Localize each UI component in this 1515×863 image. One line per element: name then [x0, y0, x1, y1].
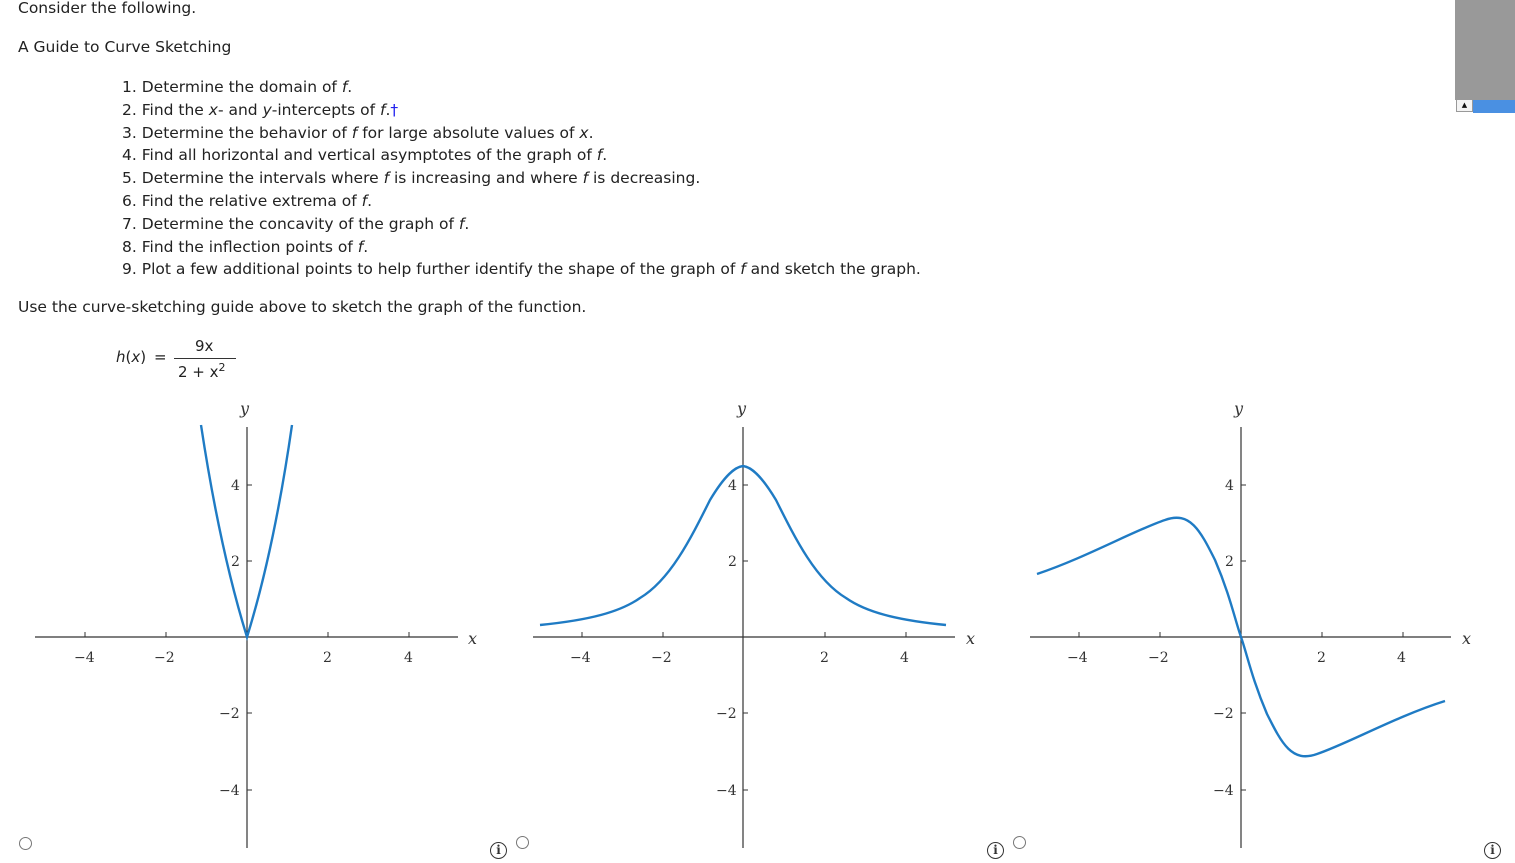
svg-text:x: x	[468, 629, 478, 648]
svg-text:−2: −2	[154, 650, 175, 666]
svg-text:2: 2	[820, 650, 829, 666]
svg-text:y: y	[737, 400, 747, 418]
svg-text:−4: −4	[570, 650, 591, 666]
svg-text:−2: −2	[1213, 706, 1234, 722]
svg-text:−4: −4	[74, 650, 95, 666]
svg-text:4: 4	[231, 478, 240, 494]
svg-text:4: 4	[900, 650, 909, 666]
graph-c-svg	[1025, 400, 1485, 860]
info-icon[interactable]: i	[490, 842, 507, 859]
svg-text:y: y	[1234, 400, 1244, 418]
scroll-up-button[interactable]: ▲	[1456, 99, 1473, 112]
svg-text:2: 2	[231, 554, 240, 570]
guide-step: 5. Determine the intervals where f is increasing and where f is decreasing.	[122, 169, 701, 188]
fraction-bar	[174, 358, 236, 359]
guide-step: 1. Determine the domain of f.	[122, 78, 353, 96]
svg-text:−2: −2	[1148, 650, 1169, 666]
guide-step: 8. Find the inflection points of f.	[122, 237, 369, 256]
guide-step: 2. Find the x- and y-intercepts of f.†	[122, 100, 399, 119]
guide-step: 9. Plot a few additional points to help further identify the shape of the graph of f and sketch the graph.	[122, 260, 921, 279]
svg-text:y: y	[240, 400, 250, 418]
svg-text:x: x	[1462, 629, 1472, 648]
intro-text: Consider the following.	[18, 0, 197, 17]
svg-text:4: 4	[1397, 650, 1406, 666]
svg-text:4: 4	[1225, 478, 1234, 494]
graph-a-svg	[30, 400, 490, 860]
guide-step: 7. Determine the concavity of the graph of f.	[122, 214, 470, 233]
graph-option-a	[30, 400, 490, 860]
guide-title: A Guide to Curve Sketching	[18, 38, 232, 56]
radio-option-c[interactable]	[1013, 836, 1026, 849]
svg-text:4: 4	[404, 650, 413, 666]
svg-text:2: 2	[728, 554, 737, 570]
footnote-link[interactable]: †	[390, 100, 399, 119]
svg-text:2: 2	[323, 650, 332, 666]
instruction-text: Use the curve-sketching guide above to sketch the graph of the function.	[18, 298, 587, 316]
guide-step: 3. Determine the behavior of f for large absolute values of x.	[122, 123, 594, 142]
svg-text:−2: −2	[651, 650, 672, 666]
info-icon[interactable]: i	[1484, 842, 1501, 859]
radio-option-b[interactable]	[516, 836, 529, 849]
svg-text:−4: −4	[219, 783, 240, 799]
guide-step: 6. Find the relative extrema of f.	[122, 191, 373, 210]
numerator: 9x	[195, 337, 214, 355]
guide-steps-list	[122, 76, 921, 281]
radio-option-a[interactable]	[19, 837, 32, 850]
function-lhs: h(x)	[116, 348, 147, 366]
svg-text:2: 2	[1317, 650, 1326, 666]
svg-text:−2: −2	[716, 706, 737, 722]
svg-text:−4: −4	[716, 783, 737, 799]
guide-step: 4. Find all horizontal and vertical asymptotes of the graph of f.	[122, 146, 608, 165]
svg-text:−2: −2	[219, 706, 240, 722]
scroll-indicator[interactable]	[1473, 100, 1515, 113]
graph-option-c	[1025, 400, 1485, 860]
denominator: $2 + x^2$	[178, 361, 226, 381]
svg-text:4: 4	[728, 478, 737, 494]
svg-text:−4: −4	[1067, 650, 1088, 666]
svg-text:−4: −4	[1213, 783, 1234, 799]
scrollbar-track[interactable]	[1455, 0, 1515, 100]
graph-b-svg	[530, 400, 990, 860]
svg-text:x: x	[966, 629, 976, 648]
info-icon[interactable]: i	[987, 842, 1004, 859]
svg-text:2: 2	[1225, 554, 1234, 570]
graph-option-b	[530, 400, 990, 860]
equals-sign: =	[154, 348, 167, 366]
